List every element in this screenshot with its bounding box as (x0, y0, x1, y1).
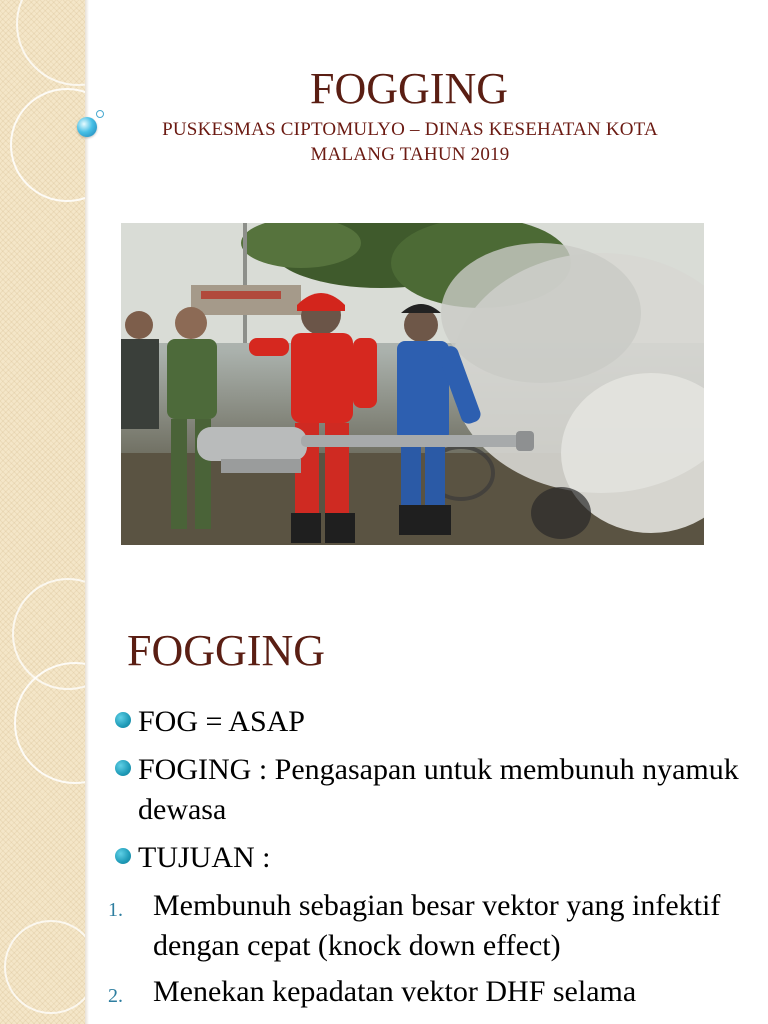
numbered-list (108, 886, 748, 1018)
small-bead-ornament-icon (96, 110, 104, 118)
strip-edge (85, 0, 89, 1024)
bullet-icon (115, 712, 131, 728)
decorative-ring (16, 0, 140, 86)
bead-ornament-icon (77, 117, 97, 137)
decorative-strip (0, 0, 85, 1024)
decorative-ring (10, 88, 124, 202)
list-item (112, 750, 752, 830)
slide-subtitle: PUSKESMAS CIPTOMULYO – DINAS KESEHATAN KOTA MALANG TAHUN 2019 (162, 119, 658, 165)
list-item (112, 838, 752, 878)
slide-title: FOGGING (310, 64, 508, 113)
section-heading: FOGGING (127, 626, 325, 675)
item-number: 2. (108, 985, 123, 1007)
numbered-item (108, 972, 748, 1012)
item-text: Membunuh sebagian besar vektor yang infektif dengan cepat (knock down effect) (153, 889, 721, 962)
list-item (112, 702, 752, 742)
numbered-item (108, 886, 748, 966)
bullet-icon (115, 848, 131, 864)
bullet-text: TUJUAN : (138, 841, 271, 874)
bullet-list (112, 702, 752, 886)
fogging-photo (121, 223, 704, 545)
bullet-text: FOG = ASAP (138, 705, 305, 738)
bullet-text: FOGING : Pengasapan untuk membunuh nyamuk dewasa (138, 753, 739, 826)
bullet-icon (115, 760, 131, 776)
item-number: 1. (108, 899, 123, 921)
item-text: Menekan kepadatan vektor DHF selama (153, 975, 637, 1008)
decorative-ring (4, 920, 98, 1014)
